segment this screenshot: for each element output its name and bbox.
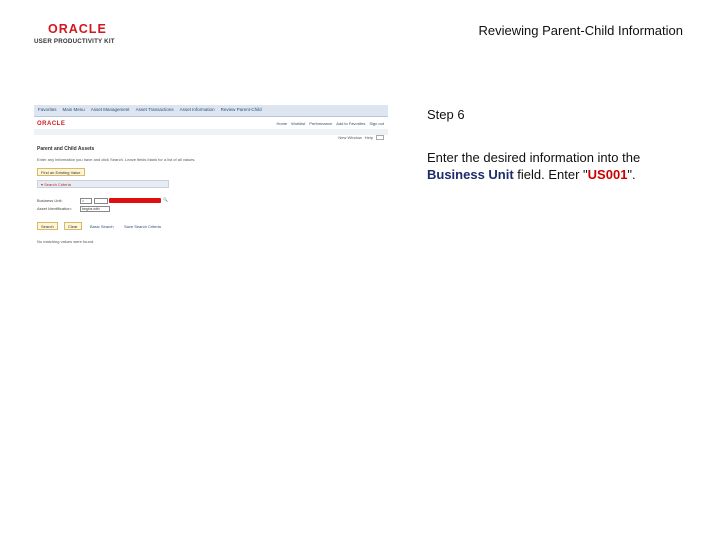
page-tools	[338, 135, 384, 140]
lookup-icon[interactable]: 🔍	[163, 197, 168, 202]
search-criteria-header	[37, 180, 169, 188]
help-link[interactable]: Help	[364, 135, 373, 140]
clear-button[interactable]: Clear	[64, 222, 82, 230]
basic-search-link[interactable]: Basic Search	[90, 224, 114, 229]
instruction-text: field. Enter "	[513, 167, 588, 182]
nav-item[interactable]: Asset Management	[90, 107, 130, 112]
nav-item[interactable]: Favorites	[38, 107, 57, 112]
header-link-favorites[interactable]: Add to Favorites	[336, 121, 366, 126]
business-unit-field[interactable]	[94, 198, 108, 204]
instruction-field-name: Business Unit	[427, 167, 514, 182]
header-link-signout[interactable]: Sign out	[369, 121, 384, 126]
breadcrumb-nav	[34, 105, 388, 117]
header-link-performance[interactable]: Performance	[309, 121, 333, 126]
nav-item[interactable]: Asset Transactions	[135, 107, 174, 112]
header-link-worklist[interactable]: Worklist	[291, 121, 306, 126]
step-label: Step 6	[427, 107, 465, 122]
collapse-icon[interactable]: ▾	[41, 182, 45, 187]
component-heading: Parent and Child Assets	[37, 146, 95, 152]
header-links	[276, 121, 384, 126]
asset-id-operator[interactable]: begins with	[80, 206, 110, 212]
new-window-link[interactable]: New Window	[338, 135, 362, 140]
application-screenshot	[34, 105, 388, 250]
oracle-upk-logo	[34, 22, 126, 48]
search-instructions: Enter any information you have and click Search. Leave fields blank for a list of all values.	[37, 157, 196, 162]
business-unit-operator[interactable]: =	[80, 198, 92, 204]
logo-subtitle: USER PRODUCTIVITY KIT	[34, 38, 115, 45]
header-band	[34, 129, 388, 135]
asset-id-label: Asset Identification:	[37, 206, 72, 211]
instruction-text: ".	[627, 167, 636, 182]
business-unit-label: Business Unit:	[37, 198, 63, 203]
nav-item[interactable]: Main Menu	[62, 107, 85, 112]
instruction-text: Enter the desired information into the	[427, 150, 641, 165]
find-existing-value-tab[interactable]: Find an Existing Value	[37, 168, 85, 176]
page-title: Reviewing Parent-Child Information	[478, 23, 683, 38]
customize-icon[interactable]	[376, 135, 384, 140]
search-criteria-label: Search Criteria	[44, 182, 71, 187]
nav-item[interactable]: Review Parent-Child	[220, 107, 262, 112]
app-brand-logo: ORACLE	[37, 121, 66, 127]
instruction-value: US001	[587, 167, 628, 182]
header-link-home[interactable]: Home	[276, 121, 288, 126]
field-highlight	[109, 198, 161, 203]
no-results-message: No matching values were found.	[37, 239, 95, 244]
step-instruction	[427, 149, 697, 183]
nav-item[interactable]: Asset Information	[179, 107, 215, 112]
search-button[interactable]: Search	[37, 222, 58, 230]
logo-brand: ORACLE	[48, 22, 107, 36]
save-search-link[interactable]: Save Search Criteria	[124, 224, 161, 229]
